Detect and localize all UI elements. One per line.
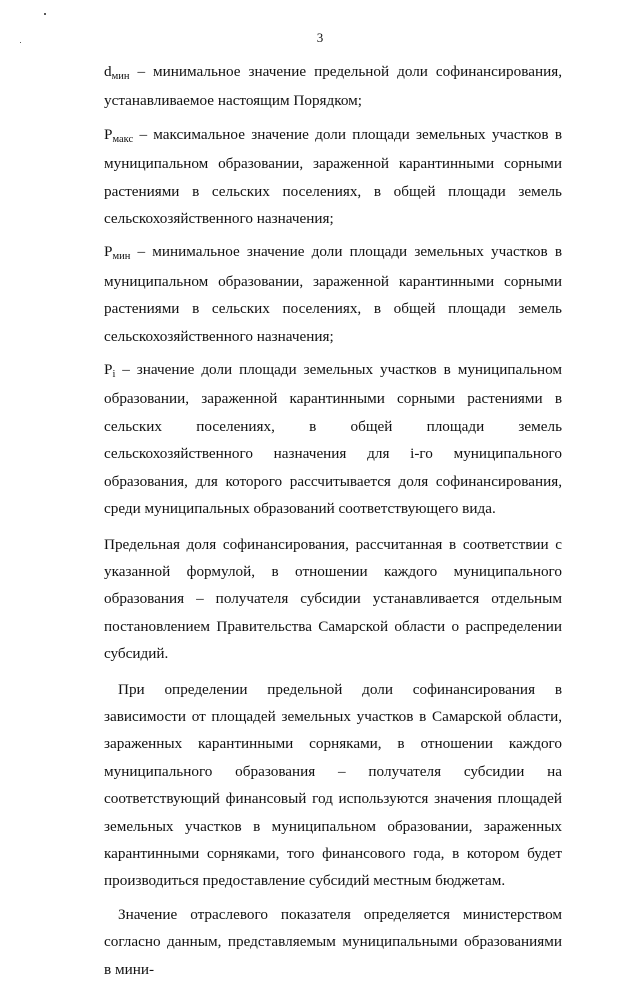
symbol: P <box>104 125 113 143</box>
scan-dot <box>44 13 46 15</box>
symbol-subscript: мин <box>112 251 131 263</box>
paragraph: Предельная доля софинансирования, рассчитанная в соответствии с указанной формулой, в отношении каждого муниципального образования – получателя субсидии устанавливается отдельным постановлением Правительства Самарской области о распределении субсидий. <box>104 535 562 663</box>
paragraph: При определении предельной доли софинансирования в зависимости от площадей земельных участков в Самарской области, зараженных карантинными сорняками, в отношении каждого муниципального образования – получателя субсидии на соответствующий финансовый год используются значения площадей земельных участков в муниципальном образовании, зараженных карантинными сорняками, того финансового года, в котором будет производиться предоставление субсидий местным бюджетам. <box>104 680 562 890</box>
symbol: P <box>104 361 113 379</box>
definition-p-i <box>104 356 562 522</box>
definition-text: – максимальное значение доли площади земельных участков в муниципальном образовании, зараженной карантинными сорными растениями в сельских поселениях, в общей площади земель сельскохозяйственного назначения; <box>104 125 562 228</box>
paragraph: Значение отраслевого показателя определяется министерством согласно данным, представляемым муниципальными образованиями в мини- <box>104 905 562 978</box>
definition-text: – значение доли площади земельных участков в муниципальном образовании, зараженной карантинными сорными растениями в сельских поселениях, в общей площади земель сельскохозяйственного назначения для i-го муниципального образования, для которого рассчитывается доля софинансирования, среди муниципальных образований соответствующего вида. <box>104 361 562 518</box>
symbol-subscript: i <box>112 369 116 381</box>
definition-p-max <box>104 121 562 233</box>
symbol-subscript: макс <box>112 133 134 145</box>
definition-text: – минимальное значение предельной доли софинансирования, устанавливаемое настоящим Порядком; <box>104 63 562 110</box>
symbol: P <box>104 243 113 261</box>
definition-d-min <box>104 58 562 115</box>
symbol-subscript: мин <box>111 71 130 82</box>
definition-p-min <box>104 238 562 350</box>
symbol: d <box>104 63 112 80</box>
page-number: 3 <box>316 30 324 45</box>
definition-text: – минимальное значение доли площади земельных участков в муниципальном образовании, зараженной карантинными сорными растениями в сельских поселениях, в общей площади земель сельскохозяйственного назначения; <box>104 243 562 345</box>
document-body <box>104 58 562 983</box>
